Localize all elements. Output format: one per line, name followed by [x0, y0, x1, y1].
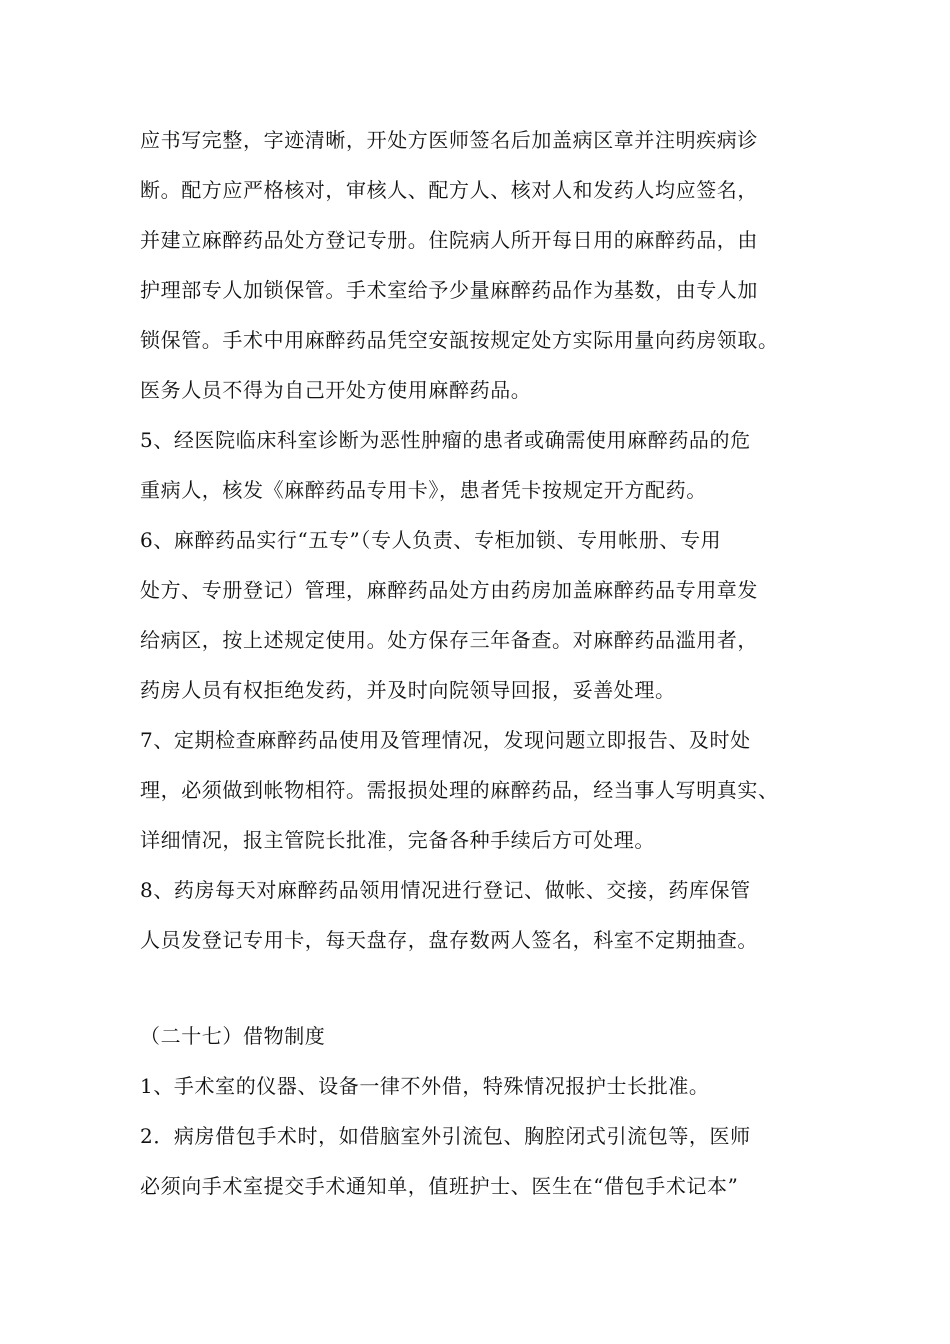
list-item-line: 1、手术室的仪器、设备一律不外借，特殊情况报护士长批准。 — [140, 1074, 710, 1098]
list-item-line: 7、定期检查麻醉药品使用及管理情况，发现问题立即报告、及时处 — [140, 728, 751, 752]
list-item-line: 理，必须做到帐物相符。需报损处理的麻醉药品，经当事人写明真实、 — [140, 778, 779, 802]
list-item-line: 药房人员有权拒绝发药，并及时向院领导回报，妥善处理。 — [140, 678, 676, 702]
section-heading: （二十七）借物制度 — [140, 1024, 326, 1048]
list-item-line: 处方、专册登记）管理，麻醉药品处方由药房加盖麻醉药品专用章发 — [140, 578, 758, 602]
list-item-line: 5、经医院临床科室诊断为恶性肿瘤的患者或确需使用麻醉药品的危 — [140, 428, 751, 452]
paragraph-line: 护理部专人加锁保管。手术室给予少量麻醉药品作为基数，由专人加 — [140, 278, 758, 302]
list-item-line: 重病人，核发《麻醉药品专用卡》，患者凭卡按规定开方配药。 — [140, 478, 707, 502]
list-item-line: 6、麻醉药品实行“五专”（专人负责、专柜加锁、专用帐册、专用 — [140, 528, 722, 552]
list-item-line: 详细情况，报主管院长批准，完备各种手续后方可处理。 — [140, 828, 655, 852]
paragraph-line: 锁保管。手术中用麻醉药品凭空安瓿按规定处方实际用量向药房领取。 — [140, 328, 779, 352]
paragraph-line: 并建立麻醉药品处方登记专册。住院病人所开每日用的麻醉药品，由 — [140, 228, 758, 252]
list-item-line: 2．病房借包手术时，如借脑室外引流包、胸腔闭式引流包等，医师 — [140, 1124, 751, 1148]
list-item-line: 人员发登记专用卡，每天盘存，盘存数两人签名，科室不定期抽查。 — [140, 928, 758, 952]
list-item-line: 必须向手术室提交手术通知单，值班护士、医生在“借包手术记本” — [140, 1174, 739, 1198]
paragraph-line: 医务人员不得为自己开处方使用麻醉药品。 — [140, 378, 532, 402]
paragraph-line: 断。配方应严格核对，审核人、配方人、核对人和发药人均应签名， — [140, 178, 758, 202]
list-item-line: 8、药房每天对麻醉药品领用情况进行登记、做帐、交接，药库保管 — [140, 878, 751, 902]
paragraph-line: 应书写完整，字迹清晰，开处方医师签名后加盖病区章并注明疾病诊 — [140, 128, 758, 152]
list-item-line: 给病区，按上述规定使用。处方保存三年备查。对麻醉药品滥用者， — [140, 628, 758, 652]
